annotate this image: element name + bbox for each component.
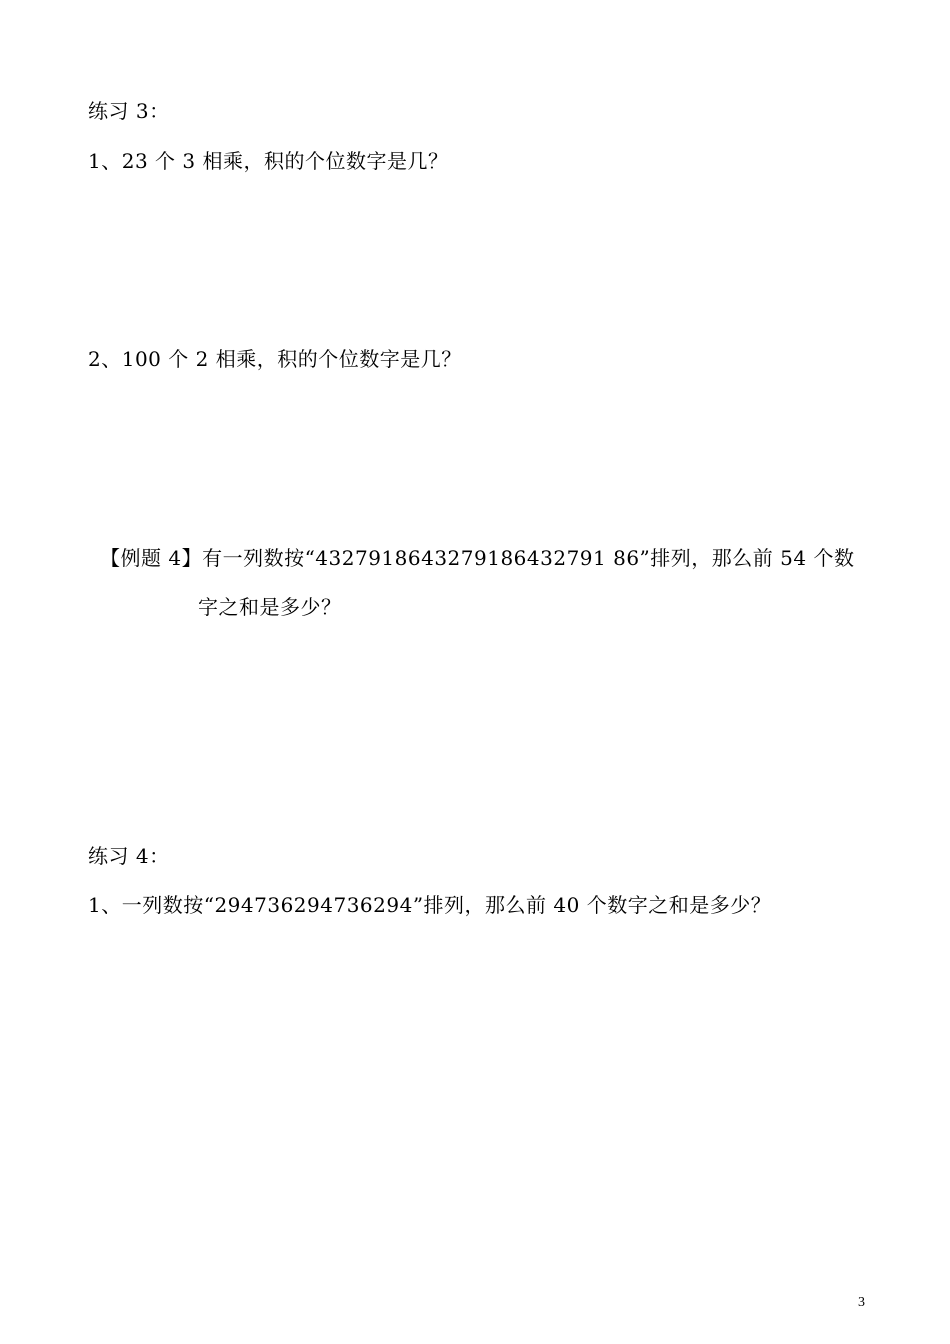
practice3-heading: 练习 3：	[88, 99, 170, 123]
example4-line-1: 【例题 4】有一列数按“4327918643279186432791 86”排列，那么前 54 个数	[100, 546, 855, 570]
practice3-question-1: 1、23 个 3 相乘，积的个位数字是几？	[88, 149, 449, 173]
practice4-question-1: 1、一列数按“294736294736294”排列，那么前 40 个数字之和是多少？	[88, 893, 772, 917]
practice3-question-2: 2、100 个 2 相乘，积的个位数字是几？	[88, 347, 462, 371]
example4-line-2: 字之和是多少？	[198, 595, 342, 619]
practice4-heading: 练习 4：	[88, 844, 170, 868]
page-number: 3	[858, 1295, 865, 1310]
